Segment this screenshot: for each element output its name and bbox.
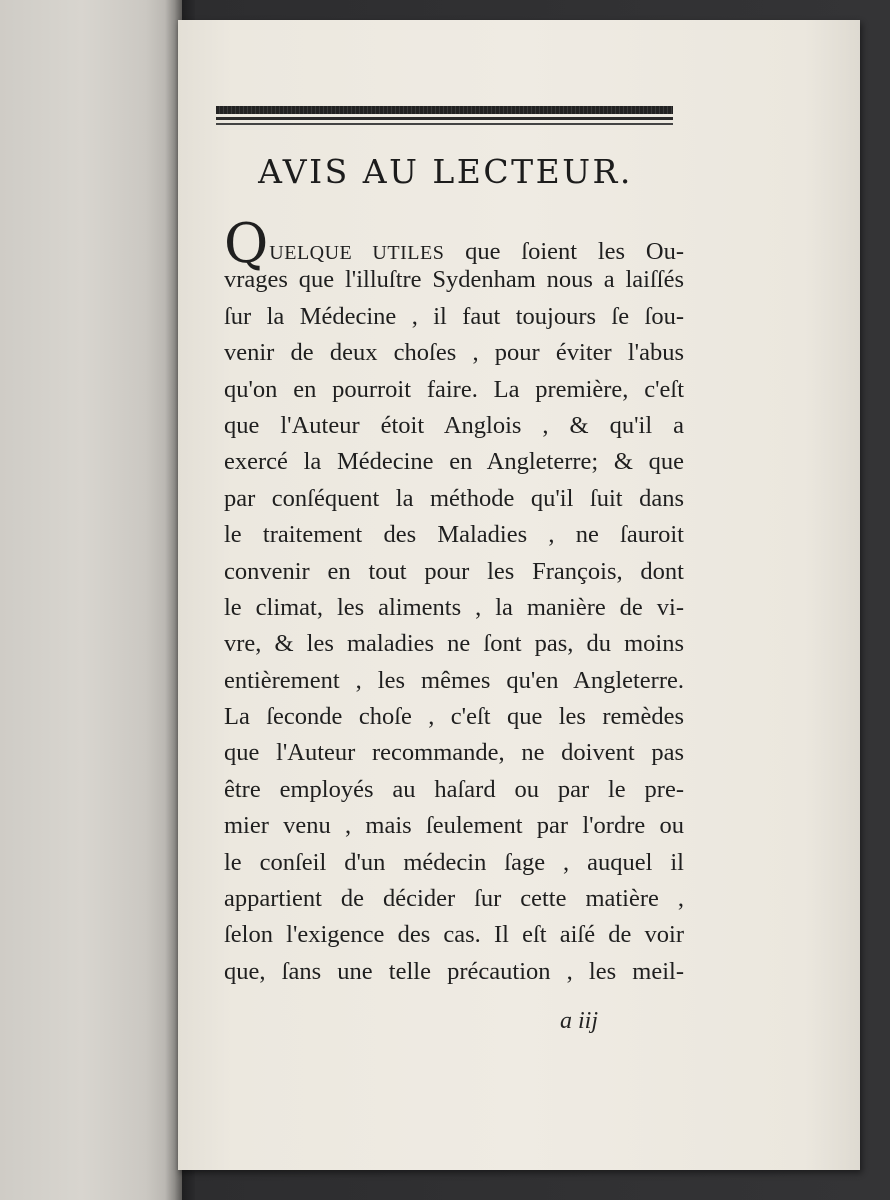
text-line: appartient de décider ſur cette matière , bbox=[224, 885, 684, 913]
text-line: que l'Auteur étoit Anglois , & qu'il a bbox=[224, 411, 684, 439]
text-line: le traitement des Maladies , ne ſauroit bbox=[224, 521, 684, 549]
text-line: venir de deux choſes , pour éviter l'abus bbox=[224, 339, 684, 367]
text-line-1 bbox=[224, 212, 684, 275]
right-page bbox=[178, 20, 860, 1170]
first-line-rest: que ſoient les Ou- bbox=[444, 238, 684, 265]
text-line: ſur la Médecine , il faut toujours ſe ſou- bbox=[224, 302, 684, 330]
text-line: que l'Auteur recommande, ne doivent pas bbox=[224, 739, 684, 767]
text-line: qu'on en pourroit faire. La première, c'eſt bbox=[224, 375, 684, 403]
opening-smallcaps: UELQUE UTILES bbox=[269, 242, 445, 264]
signature-mark: a iij bbox=[560, 1008, 599, 1034]
text-line: le conſeil d'un médecin ſage , auquel il bbox=[224, 848, 684, 876]
head-ornament-rule bbox=[216, 106, 673, 126]
body-text bbox=[224, 212, 684, 990]
drop-cap: Q bbox=[224, 212, 269, 275]
text-line: entièrement , les mêmes qu'en Angleterre. bbox=[224, 666, 684, 694]
text-line: La ſeconde choſe , c'eſt que les remèdes bbox=[224, 703, 684, 731]
text-line: par conſéquent la méthode qu'il ſuit dans bbox=[224, 484, 684, 512]
left-page bbox=[0, 0, 182, 1200]
page-title: AVIS AU LECTEUR. bbox=[258, 152, 633, 191]
text-line: être employés au haſard ou par le pre- bbox=[224, 775, 684, 803]
ornament-middle-bar bbox=[216, 117, 673, 120]
text-line: mier venu , mais ſeulement par l'ordre ou bbox=[224, 812, 684, 840]
ornament-thick-bar bbox=[216, 106, 673, 114]
text-line: ſelon l'exigence des cas. Il eſt aiſé de voir bbox=[224, 921, 684, 949]
text-line: vre, & les maladies ne ſont pas, du moins bbox=[224, 630, 684, 658]
text-line: convenir en tout pour les François, dont bbox=[224, 557, 684, 585]
text-line: exercé la Médecine en Angleterre; & que bbox=[224, 448, 684, 476]
text-line: le climat, les aliments , la manière de vi- bbox=[224, 593, 684, 621]
text-line: que, ſans une telle précaution , les meil- bbox=[224, 957, 684, 985]
ornament-thin-bar bbox=[216, 123, 673, 125]
text-line: vrages que l'illuſtre Sydenham nous a laiſſés bbox=[224, 266, 684, 294]
